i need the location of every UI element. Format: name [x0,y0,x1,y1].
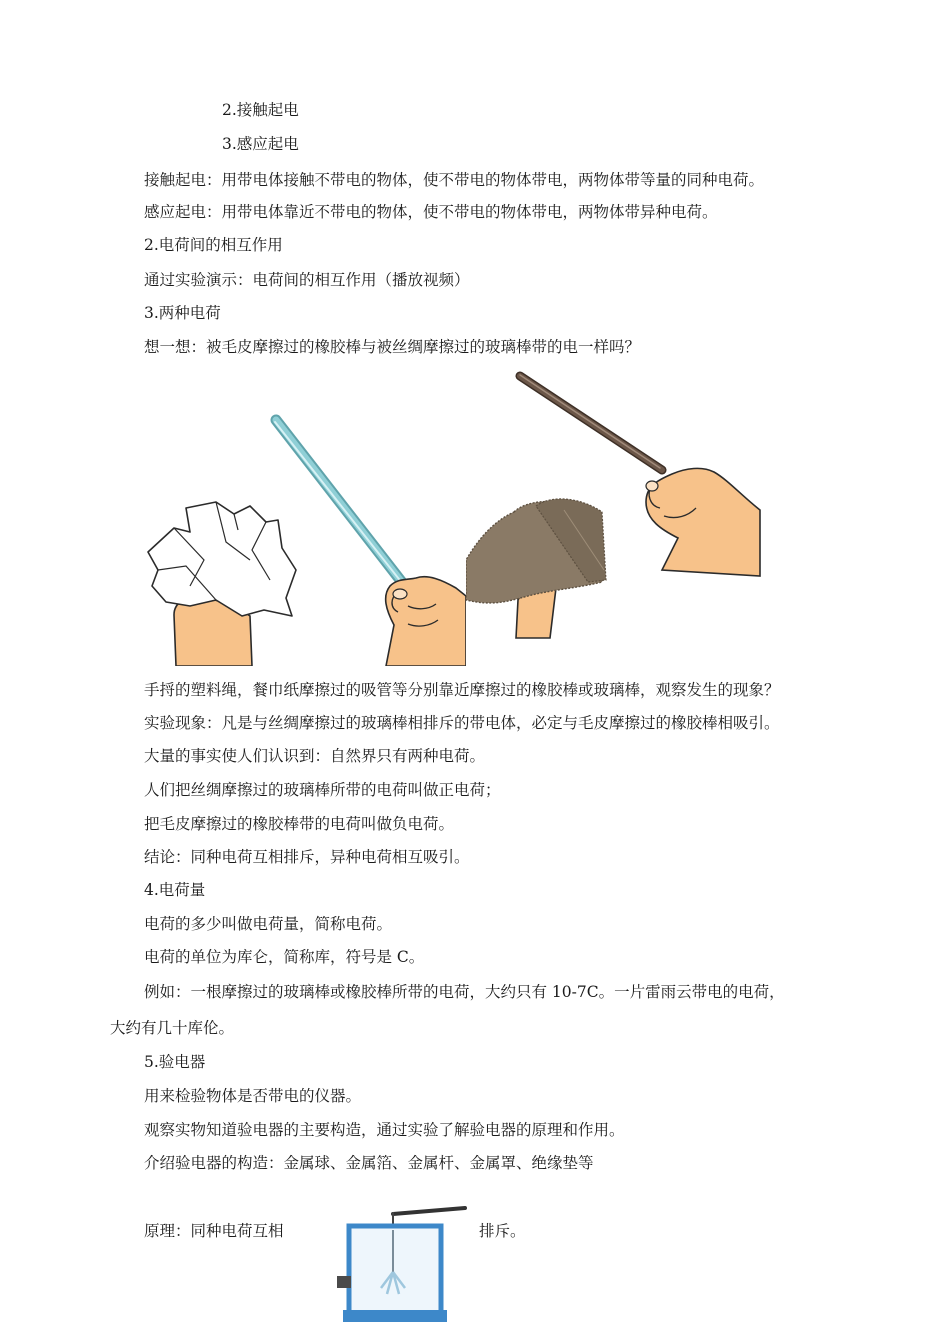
paragraph-example: 例如：一根摩擦过的玻璃棒或橡胶棒所带的电荷，大约只有 10-7C。一片雷雨云带电的电荷， [144,983,785,1001]
electroscope-figure [335,1200,467,1324]
paragraph-observe-phenomenon: 手捋的塑料绳，餐巾纸摩擦过的吸管等分别靠近摩擦过的橡胶棒或玻璃棒，观察发生的现象？ [144,681,780,699]
subheading-induction-charging: 3.感应起电 [222,135,299,153]
paragraph-experiment-result: 实验现象：凡是与丝绸摩擦过的玻璃棒相排斥的带电体，必定与毛皮摩擦过的橡胶棒相吸引。 [144,714,780,732]
right-hand [386,577,466,666]
heading-charge-interaction: 2.电荷间的相互作用 [144,236,283,254]
heading-two-charges: 3.两种电荷 [144,304,221,322]
subheading-contact-charging: 2.接触起电 [222,101,299,119]
right-hand [646,468,760,576]
paragraph-contact-definition: 接触起电：用带电体接触不带电的物体，使不带电的物体带电，两物体带等量的同种电荷。 [144,171,765,189]
paragraph-think: 想一想：被毛皮摩擦过的橡胶棒与被丝绸摩擦过的玻璃棒带的电一样吗？ [144,338,641,356]
heading-charge-quantity: 4.电荷量 [144,881,206,899]
silk-glass-rod-figure [146,410,466,666]
paragraph-charge-unit: 电荷的单位为库仑，简称库，符号是 C。 [144,948,425,966]
paragraph-negative-charge: 把毛皮摩擦过的橡胶棒带的电荷叫做负电荷。 [144,815,455,833]
fur-pad [466,499,606,603]
heading-electroscope: 5.验电器 [144,1053,206,1071]
paragraph-electroscope-use: 用来检验物体是否带电的仪器。 [144,1087,362,1105]
rubber-rod [520,375,662,470]
paragraph-charge-definition: 电荷的多少叫做电荷量，简称电荷。 [144,915,393,933]
fur-rubber-rod-figure [466,370,762,642]
glass-rod [275,420,408,590]
paragraph-electroscope-observe: 观察实物知道验电器的主要构造，通过实验了解验电器的原理和作用。 [144,1121,625,1139]
paragraph-example-continued: 大约有几十库伦。 [110,1019,235,1037]
paragraph-principle: 原理：同种电荷互相 [144,1222,284,1240]
paragraph-two-kinds: 大量的事实使人们认识到：自然界只有两种电荷。 [144,747,486,765]
paragraph-induction-definition: 感应起电：用带电体靠近不带电的物体，使不带电的物体带电，两物体带异种电荷。 [144,203,718,221]
paragraph-experiment-demo: 通过实验演示：电荷间的相互作用（播放视频） [144,271,470,289]
paragraph-conclusion: 结论：同种电荷互相排斥，异种电荷相互吸引。 [144,848,470,866]
paragraph-principle-end: 排斥。 [479,1222,526,1240]
silk-cloth [148,502,296,616]
electroscope [337,1208,465,1322]
paragraph-positive-charge: 人们把丝绸摩擦过的玻璃棒所带的电荷叫做正电荷； [144,781,501,799]
paragraph-electroscope-structure: 介绍验电器的构造：金属球、金属箔、金属杆、金属罩、绝缘垫等 [144,1154,594,1172]
